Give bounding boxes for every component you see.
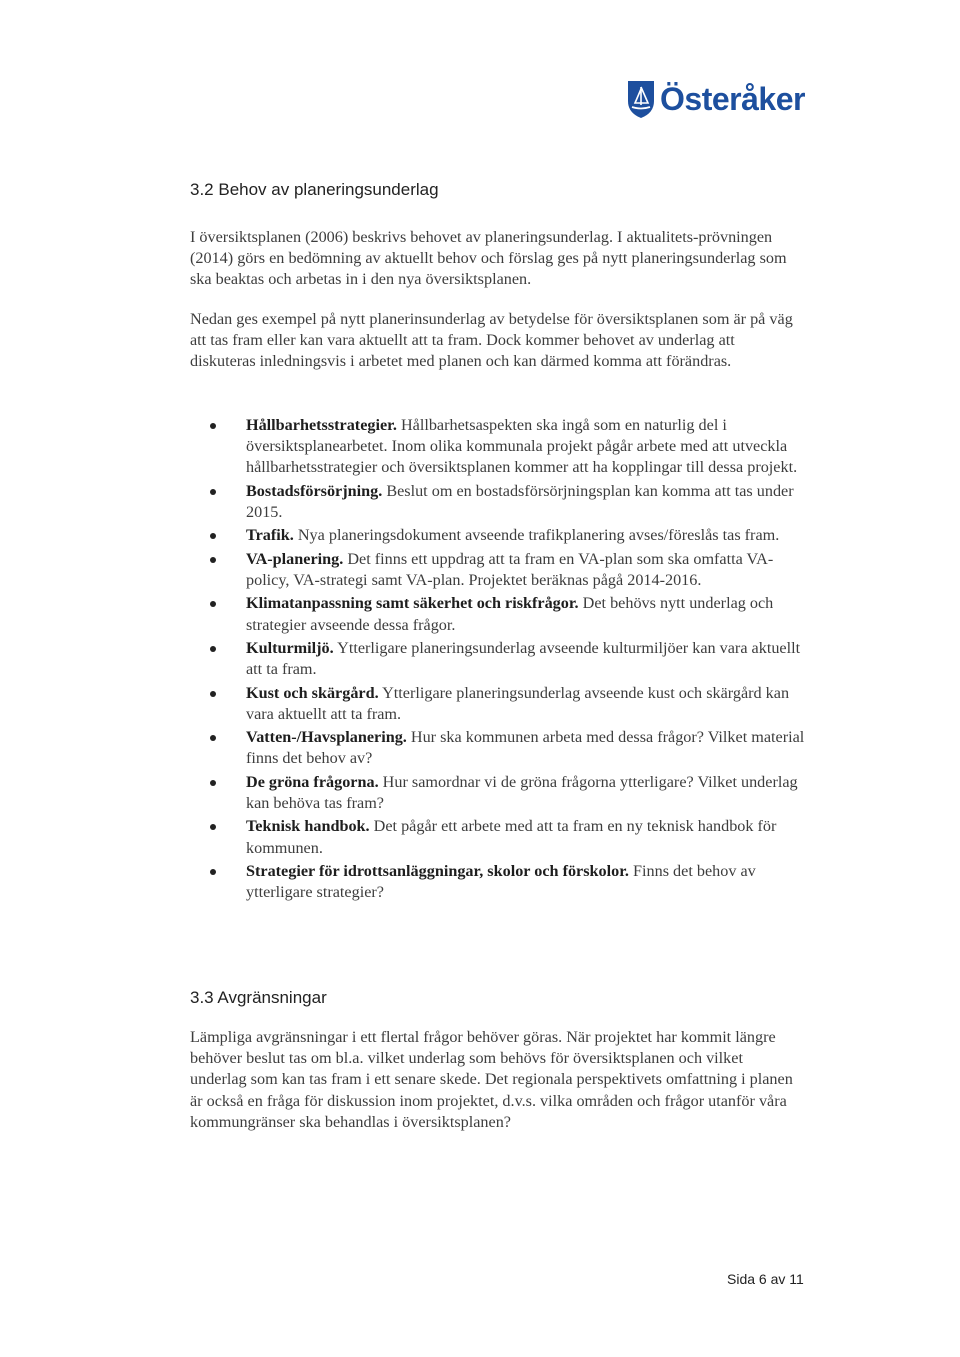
list-item bbox=[190, 683, 810, 725]
list-item-title: Hållbarhetsstrategier. bbox=[246, 416, 397, 434]
section-heading-avgransningar: 3.3 Avgränsningar bbox=[190, 988, 327, 1007]
bullet-icon bbox=[210, 533, 216, 539]
bullet-icon bbox=[210, 423, 216, 429]
bullet-icon bbox=[210, 735, 216, 741]
paragraph-avgransningar: Lämpliga avgränsningar i ett flertal frågor behöver göras. När projektet har kommit längre behöver beslut tas om bl.a. vilket underlag som behövs för översiktsplanen och vilket underlag som kan tas fram i ett senare skede. Det regionala perspektivets omfattning i planen är också en fråga för diskussion inom projektet, d.v.s. vilka områden och frågor utanför våra kommungränser ska behandlas i översiktsplanen? bbox=[190, 1028, 793, 1131]
page-number: Sida 6 av 11 bbox=[727, 1271, 804, 1287]
bullet-icon bbox=[210, 780, 216, 786]
list-item-title: VA-planering. bbox=[246, 549, 344, 568]
list-item-title: Vatten-/Havsplanering. bbox=[246, 728, 407, 747]
list-item-text: Nya planeringsdokument avseende trafikplanering avses/föreslås tas fram. bbox=[293, 526, 780, 545]
list-item-text: Hur samordnar vi de gröna frågorna ytterligare? Vilket underlag kan behöva tas fram? bbox=[246, 772, 798, 812]
list-item-text: Beslut om en bostadsförsörjningsplan kan komma att tas under 2015. bbox=[246, 481, 794, 521]
list-item-title: Kulturmiljö. bbox=[246, 638, 334, 657]
list-item-text: Det behövs nytt underlag och strategier avseende dessa frågor. bbox=[246, 594, 774, 634]
section-heading-behov: 3.2 Behov av planeringsunderlag bbox=[190, 180, 439, 199]
list-item-title: Bostadsförsörjning. bbox=[246, 481, 383, 500]
list-item-text: Ytterligare planeringsunderlag avseende kust och skärgård kan vara aktuellt att ta fram. bbox=[246, 683, 790, 723]
list-item bbox=[190, 816, 810, 858]
list-item bbox=[190, 772, 810, 814]
list-item-text: Finns det behov av ytterligare strategier? bbox=[246, 861, 756, 902]
list-item-title: Strategier för idrottsanläggningar, skolor och förskolor. bbox=[246, 861, 629, 880]
osteraker-logo bbox=[626, 74, 805, 124]
list-item-title: Klimatanpassning samt säkerhet och riskfrågor. bbox=[246, 594, 579, 613]
list-item bbox=[190, 593, 810, 635]
list-item-text: Hållbarhetsaspekten ska ingå som en naturlig del i översiktsplanearbetet. Inom olika kommunala projekt pågår arbete med att utveckla hållbarhetsstrategier och översiktsplanen kommer att ha kopplingar till dessa projekt. bbox=[246, 416, 798, 477]
paragraph-behov-2: Nedan ges exempel på nytt planerinsunderlag av betydelse för översiktsplanen som är på väg att tas fram eller kan vara aktuellt att ta fram. Dock kommer behovet av underlag att diskuteras inledningsvis i arbetet med planen och kan därmed komma att förändras. bbox=[190, 310, 793, 371]
bullet-icon bbox=[210, 824, 216, 830]
bullet-icon bbox=[210, 489, 216, 495]
list-item bbox=[190, 861, 810, 903]
bullet-icon bbox=[210, 869, 216, 875]
bullet-icon bbox=[210, 691, 216, 697]
list-item-text: Ytterligare planeringsunderlag avseende kulturmiljöer kan vara aktuellt att ta fram. bbox=[246, 638, 801, 679]
bullet-icon bbox=[210, 601, 216, 607]
logo-text: Österåker bbox=[660, 81, 805, 117]
list-item-text: Hur ska kommunen arbeta med dessa frågor? Vilket material finns det behov av? bbox=[246, 728, 805, 768]
list-item bbox=[190, 727, 810, 769]
list-item-title: Teknisk handbok. bbox=[246, 817, 370, 836]
list-item-text: Det finns ett uppdrag att ta fram en VA-plan som ska omfatta VA-policy, VA-strategi samt VA-plan. Projektet beräknas pågå 2014-2016. bbox=[246, 549, 774, 589]
bullet-icon bbox=[210, 646, 216, 652]
planning-basis-list bbox=[190, 415, 810, 906]
paragraph-behov-1: I översiktsplanen (2006) beskrivs behovet av planeringsunderlag. I aktualitets-prövningen (2014) görs en bedömning av aktuellt behov och förslag ges på nytt planeringsunderlag som ska beaktas och arbetas in i den nya översiktsplanen. bbox=[190, 228, 787, 289]
list-item bbox=[190, 525, 810, 546]
bullet-icon bbox=[210, 557, 216, 563]
list-item-text: Det pågår ett arbete med att ta fram en ny teknisk handbok för kommunen. bbox=[246, 817, 777, 857]
osteraker-shield-icon bbox=[626, 79, 656, 119]
list-item-title: Kust och skärgård. bbox=[246, 683, 379, 702]
list-item bbox=[190, 638, 810, 680]
list-item-title: Trafik. bbox=[246, 526, 294, 545]
list-item-title: De gröna frågorna. bbox=[246, 772, 379, 791]
list-item bbox=[190, 481, 810, 523]
list-item bbox=[190, 549, 810, 591]
list-item bbox=[190, 415, 810, 479]
